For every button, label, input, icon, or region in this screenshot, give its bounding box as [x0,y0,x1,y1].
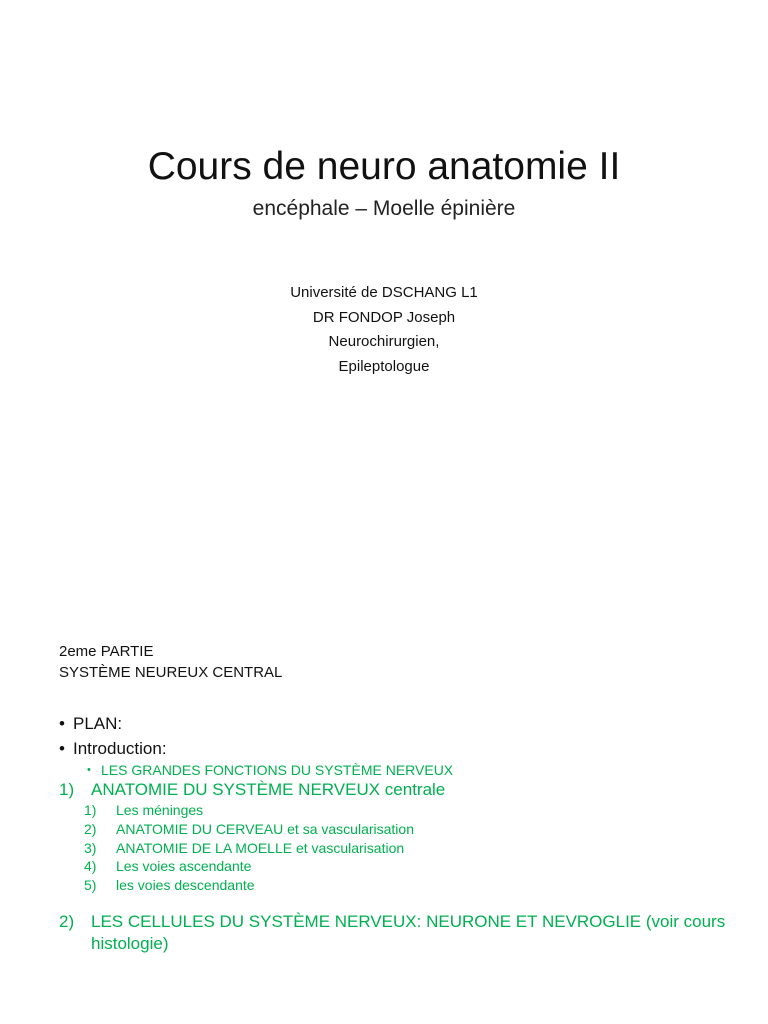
list-item-anatomy: 1) ANATOMIE DU SYSTÈME NERVEUX centrale [59,780,446,799]
author-line-specialty: Neurochirurgien, [328,333,440,350]
plan-list [59,711,749,955]
list-item-introduction: • Introduction: [59,736,749,761]
author-block [0,281,768,379]
bullet-dot-icon: • [59,714,65,733]
part-label: 2eme PARTIE [59,643,154,660]
list-item-anatomy-sub: 4) Les voies ascendante [84,858,252,875]
list-item-plan: • PLAN: [59,711,749,736]
bullet-dot-icon: • [59,739,65,758]
subtitle: encéphale – Moelle épinière [252,197,516,220]
list-item-cells: 2) LES CELLULES DU SYSTÈME NERVEUX: NEURONE ET NEVROGLIE (voir cours histologie) [59,911,726,953]
list-item-anatomy-sub: 1) Les méninges [84,802,204,818]
author-line-subspecialty: Epileptologue [338,357,430,375]
author-line-university: Université de DSCHANG L1 [290,284,478,301]
list-item-intro-sub: • LES GRANDES FONCTIONS DU SYSTÈME NERVEUX [87,762,454,778]
author-line-name: DR FONDOP Joseph [312,308,456,326]
spacer [59,895,749,911]
page-title: Cours de neuro anatomie II [147,145,621,188]
plan-slide [0,600,768,1024]
bullet-dot-icon: • [87,764,91,776]
list-item-anatomy-sub: 2) ANATOMIE DU CERVEAU et sa vascularisation [84,820,414,837]
list-item-anatomy-sub: 3) ANATOMIE DE LA MOELLE et vascularisation [84,839,405,856]
part-heading [59,641,282,683]
section-label: SYSTÈME NEUREUX CENTRAL [59,664,283,681]
list-item-anatomy-sub: 5) les voies descendante [84,877,255,894]
